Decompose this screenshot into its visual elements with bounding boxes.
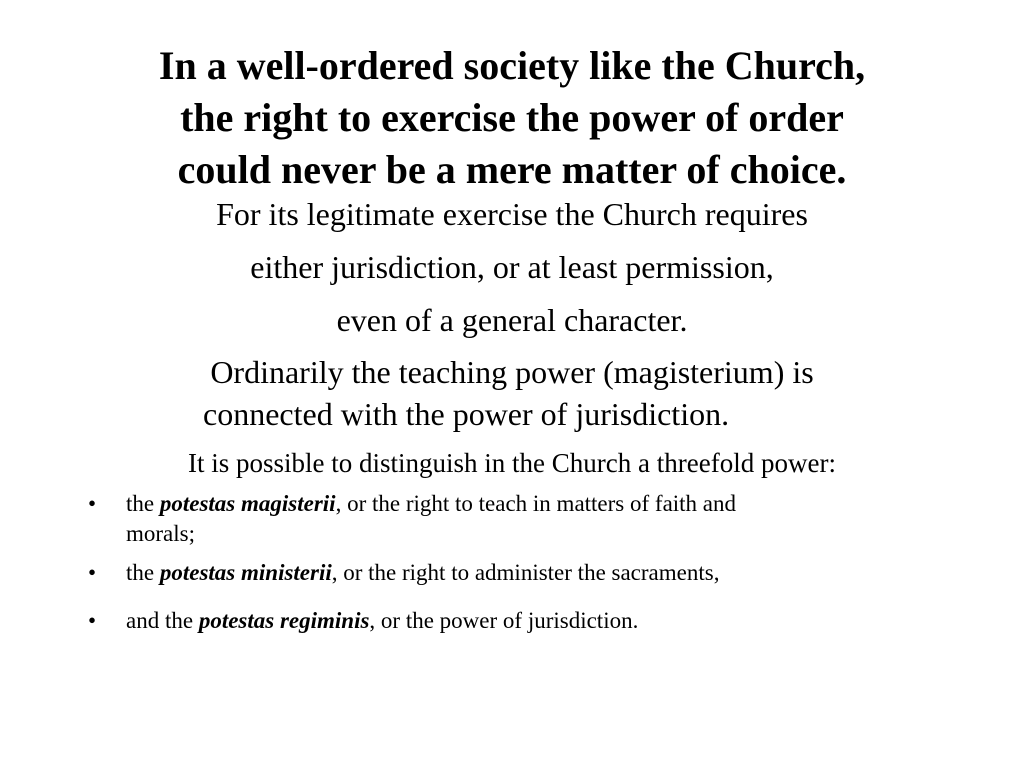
body-line-1: [0, 193, 1024, 235]
body-line-3: [0, 299, 1024, 341]
bullet-suffix-continued: morals;: [126, 521, 195, 546]
body-line-3-text: even of a general character.: [336, 302, 688, 338]
bullet-prefix: and the: [126, 608, 199, 633]
magisterium-line-1: Ordinarily the teaching power (magisterium) is: [210, 354, 814, 390]
bullet-suffix: , or the right to administer the sacraments,: [331, 560, 720, 585]
bullet-text: [126, 558, 926, 588]
bullet-text: [126, 489, 926, 549]
body-line-2-text: either jurisdiction, or at least permission,: [250, 249, 774, 285]
body-line-2: [0, 246, 1024, 288]
title-line-2: the right to exercise the power of order: [180, 95, 844, 140]
bullet-prefix: the: [126, 491, 160, 516]
bullet-term: potestas ministerii: [159, 560, 332, 585]
bullet-term: potestas magisterii: [159, 491, 336, 516]
bullet-suffix: , or the power of jurisdiction.: [369, 608, 639, 633]
title-line-3: could never be a mere matter of choice.: [177, 147, 847, 192]
bullet-suffix: , or the right to teach in matters of faith and: [335, 491, 737, 516]
slide-title: [60, 40, 964, 196]
magisterium-line-2: connected with the power of jurisdiction.: [203, 396, 730, 432]
threefold-power-intro: It is possible to distinguish in the Church a threefold power:: [188, 448, 836, 478]
body-line-1-text: For its legitimate exercise the Church requires: [216, 196, 808, 232]
bullet-marker: •: [88, 608, 97, 633]
bullet-term: potestas regiminis: [198, 608, 370, 633]
magisterium-paragraph: [0, 351, 1024, 435]
bullet-text: [126, 606, 926, 636]
title-line-1: In a well-ordered society like the Church,: [158, 43, 866, 88]
bullet-marker: •: [88, 491, 97, 516]
bullet-prefix: the: [126, 560, 160, 585]
bullet-marker: •: [88, 560, 97, 585]
